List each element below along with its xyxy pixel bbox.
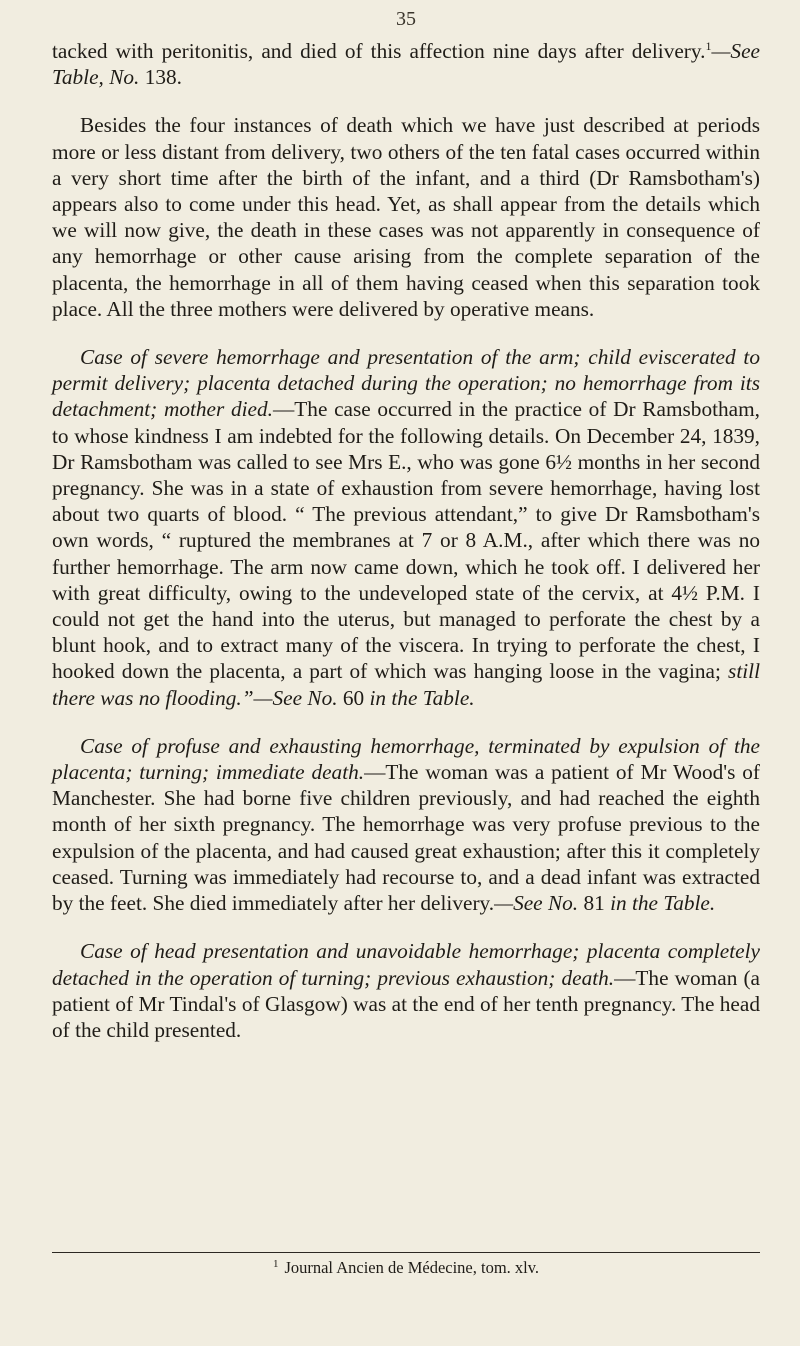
table-reference: —See No. <box>494 891 579 916</box>
case-title: Case of severe hemorrhage and presentation of the arm; child eviscerated to permit delivery; placenta detached during the operation; no hemorrhage from its detachment; mother died. <box>52 345 760 422</box>
page-number: 35 <box>396 8 416 30</box>
table-reference-tail: in the Table. <box>369 685 475 710</box>
paragraph-text: tacked with peritonitis, and died of this affection nine days after delivery. <box>52 39 706 63</box>
footnote-marker: 1 <box>705 38 712 53</box>
paragraph-continuation <box>52 38 760 90</box>
case-text: —The case occurred in the practice of Dr Ramsbotham, to whose kindness I am indebted for the following details. On December 24, 1839, Dr Ramsbotham was called to see Mrs E., who was gone 6½ months in her second pregnancy. She was in a state of exhaustion from severe hemorrhage, having lost about two quarts of blood. “ The previous attendant,” to give Dr Ramsbotham's own words, “ ruptured the membranes at 7 or 8 A.M., after which there was no further hemorrhage. The arm now came down, which he took off. I delivered her with great difficulty, owing to the undeveloped state of the cervix, at 4½ P.M. I could not get the hand into the uterus, but managed to perforate the chest by a blunt hook, and to extract many of the viscera. In trying to perforate the chest, I hooked down the placenta, a part of which was hanging loose in the vagina; <box>52 397 761 684</box>
table-reference-number: 60 <box>337 685 370 710</box>
case-text: —The woman (a patient of Mr Tindal's of Glasgow) was at the end of her tenth pregnancy. The head of the child presented. <box>52 965 761 1042</box>
table-reference: —See Table, No. <box>52 39 760 90</box>
table-reference-tail: in the Table. <box>610 891 716 916</box>
table-reference-number: 81 <box>578 891 611 916</box>
case-quote-end: still there was no flooding. <box>52 659 760 710</box>
case-wood <box>52 733 760 916</box>
table-reference: ”—See No. <box>241 685 338 710</box>
footnote-divider <box>52 1252 760 1253</box>
footnote-number: 1 <box>272 1257 279 1270</box>
footnote <box>52 1257 760 1279</box>
case-title: Case of head presentation and unavoidable hemorrhage; placenta completely detached in the operation of turning; previous exhaustion; death. <box>52 939 760 990</box>
footnote-text: Journal Ancien de Médecine, tom. xlv. <box>284 1258 540 1277</box>
paragraph-besides: Besides the four instances of death which we have just described at periods more or less distant from delivery, two others of the ten fatal cases occurred within a very short time after the birth of the infant, and a third (Dr Ramsbotham's) appears also to come under this head. Yet, as shall appear from the details which we will now give, the death in these cases was not apparently in consequence of any hemorrhage or other cause arising from the complete separation of the placenta, the hemorrhage in all of them having ceased when this separation took place. All the three mothers were delivered by operative means. <box>52 113 760 321</box>
body-text <box>52 38 760 1043</box>
case-title: Case of profuse and exhausting hemorrhage, terminated by expulsion of the placenta; turning; immediate death. <box>52 733 760 785</box>
book-page <box>52 0 760 1346</box>
case-text: —The woman was a patient of Mr Wood's of Manchester. She had borne five children previously, and had reached the eighth month of her sixth pregnancy. The hemorrhage was very profuse previous to the expulsion of the placenta, and had caused great exhaustion; after this it completely ceased. Turning was immediately had recourse to, and a dead infant was extracted by the feet. She died immediately after her delivery. <box>52 760 760 916</box>
table-reference-number: 138. <box>139 65 182 90</box>
case-tindal <box>52 938 760 1043</box>
case-ramsbotham <box>52 344 760 711</box>
